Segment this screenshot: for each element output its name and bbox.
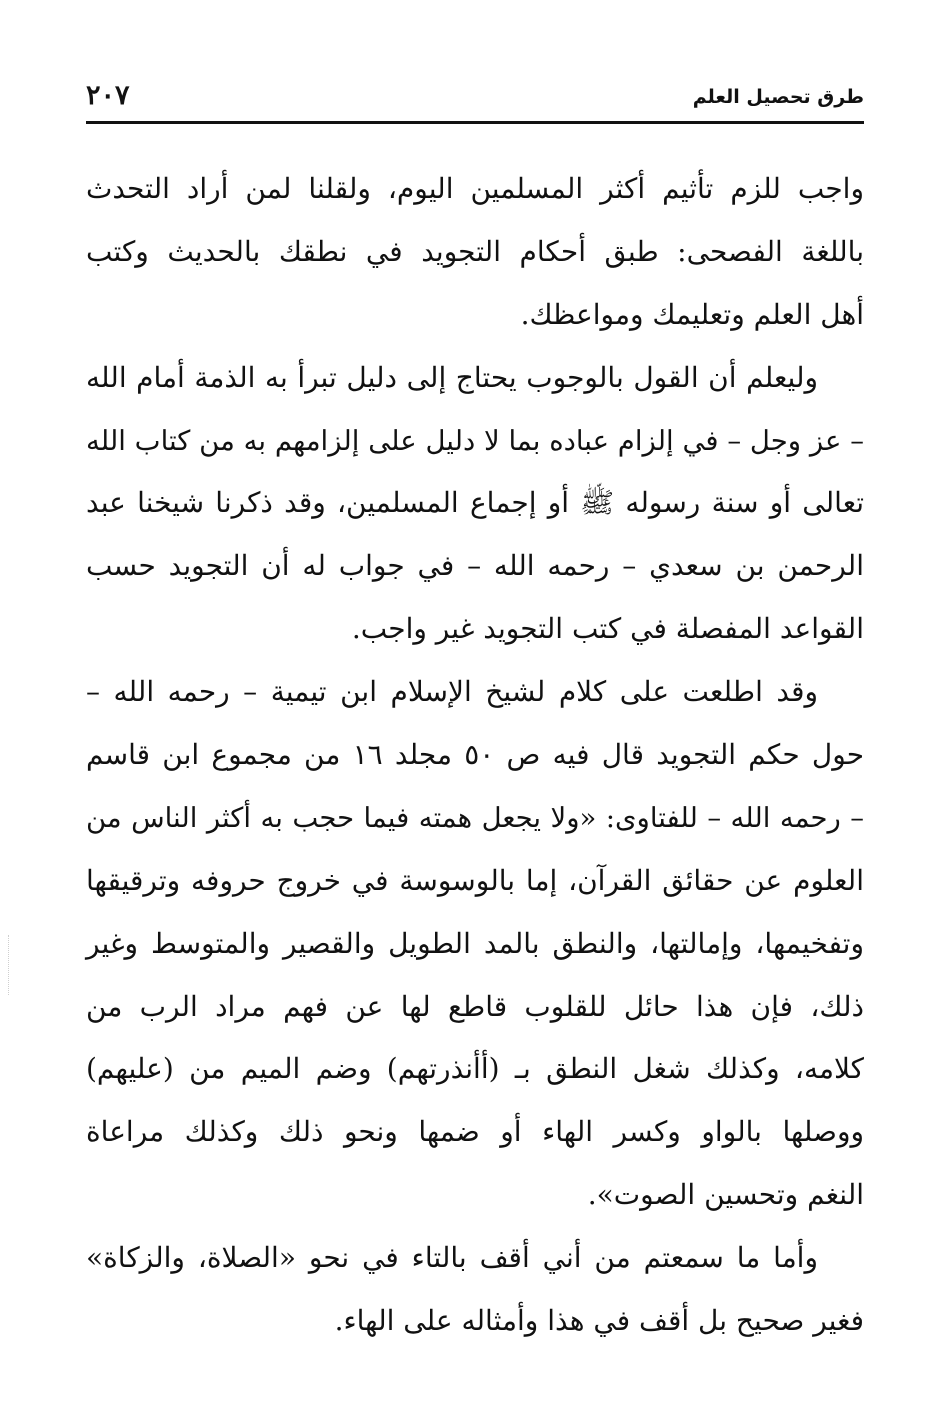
- text-line: وليعلم أن القول بالوجوب يحتاج إلى دليل تبرأ به الذمة أمام الله: [86, 360, 818, 394]
- text-line: واجب للزم تأثيم أكثر المسلمين اليوم، ولقلنا لمن أراد التحدث: [86, 172, 864, 205]
- text-line: فغير صحيح بل أقف في هذا وأمثاله على الهاء.: [334, 1304, 864, 1338]
- text-line: العلوم عن حقائق القرآن، إما بالوسوسة في خروج حروفه وترقيقها: [86, 863, 864, 897]
- page-number: ٢٠٧: [86, 80, 130, 111]
- page-header: [86, 78, 864, 122]
- running-title: طرق تحصيل العلم: [692, 86, 864, 108]
- text-line: باللغة الفصحى: طبق أحكام التجويد في نطقك بالحديث وكتب: [86, 234, 864, 268]
- text-line: النغم وتحسين الصوت».: [587, 1178, 864, 1212]
- text-line: القواعد المفصلة في كتب التجويد غير واجب.: [351, 612, 864, 646]
- text-line: ذلك، فإن هذا حائل للقلوب قاطع لها عن فهم مراد الرب من: [86, 989, 864, 1023]
- header-rule: [86, 121, 864, 124]
- text-line: وأما ما سمعتم من أني أقف بالتاء في نحو «الصلاة، والزكاة»: [86, 1241, 818, 1275]
- body-text: [86, 158, 864, 1353]
- scan-margin-mark: [8, 935, 11, 995]
- text-line: – رحمه الله – للفتاوى: «ولا يجعل همته فيما حجب به أكثر الناس من: [86, 801, 864, 834]
- text-line: الرحمن بن سعدي – رحمه الله – في جواب له أن التجويد حسب: [86, 549, 864, 583]
- text-line: وتفخيمها، وإمالتها، والنطق بالمد الطويل والقصير والمتوسط وغير: [86, 926, 864, 960]
- text-line: أهل العلم وتعليمك ومواعظك.: [520, 297, 864, 331]
- text-line: حول حكم التجويد قال فيه ص ٥٠ مجلد ١٦ من مجموع ابن قاسم: [86, 738, 865, 772]
- text-line: ووصلها بالواو وكسر الهاء أو ضمها ونحو ذلك وكذلك مراعاة: [86, 1115, 864, 1149]
- text-line: وقد اطلعت على كلام لشيخ الإسلام ابن تيمية – رحمه الله –: [86, 675, 818, 709]
- text-line: – عز وجل – في إلزام عباده بما لا دليل على إلزامهم به من كتاب الله: [86, 424, 864, 457]
- text-line: كلامه، وكذلك شغل النطق بـ (أأنذرتهم) وضم الميم من (عليهم): [86, 1052, 864, 1086]
- text-line: تعالى أو سنة رسوله ﷺ أو إجماع المسلمين، وقد ذكرنا شيخنا عبد: [86, 486, 864, 520]
